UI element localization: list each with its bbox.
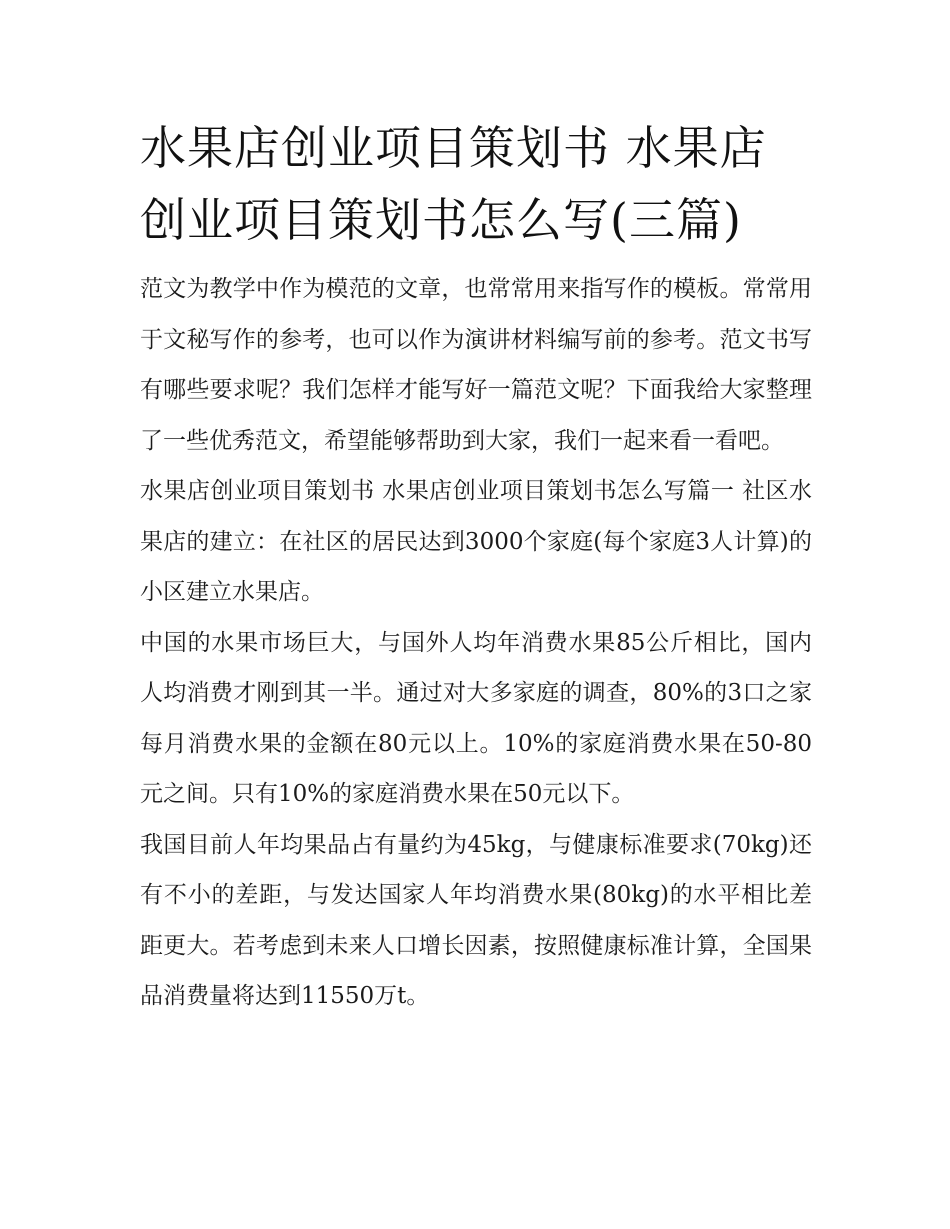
- document-body: [140, 112, 812, 1022]
- paragraph-intro: 范文为教学中作为模范的文章，也常常用来指写作的模板。常常用于文秘写作的参考，也可以作为演讲材料编写前的参考。范文书写有哪些要求呢？我们怎样才能写好一篇范文呢？下面我给大家整理了一些优秀范文，希望能够帮助到大家，我们一起来看一看吧。: [140, 276, 812, 454]
- paragraph-community-store: 水果店创业项目策划书 水果店创业项目策划书怎么写篇一 社区水果店的建立：在社区的居民达到3000个家庭(每个家庭3人计算)的小区建立水果店。: [140, 478, 812, 605]
- paragraph-market-size: 中国的水果市场巨大，与国外人均年消费水果85公斤相比，国内人均消费才刚到其一半。通过对大多家庭的调查，80%的3口之家每月消费水果的金额在80元以上。10%的家庭消费水果在50-80元之间。只有10%的家庭消费水果在50元以下。: [140, 629, 812, 807]
- paragraph-consumption-gap: 我国目前人年均果品占有量约为45kg，与健康标准要求(70kg)还有不小的差距，与发达国家人年均消费水果(80kg)的水平相比差距更大。若考虑到未来人口增长因素，按照健康标准计算，全国果品消费量将达到11550万t。: [140, 831, 812, 1009]
- document-title: 水果店创业项目策划书 水果店创业项目策划书怎么写(三篇): [140, 121, 767, 247]
